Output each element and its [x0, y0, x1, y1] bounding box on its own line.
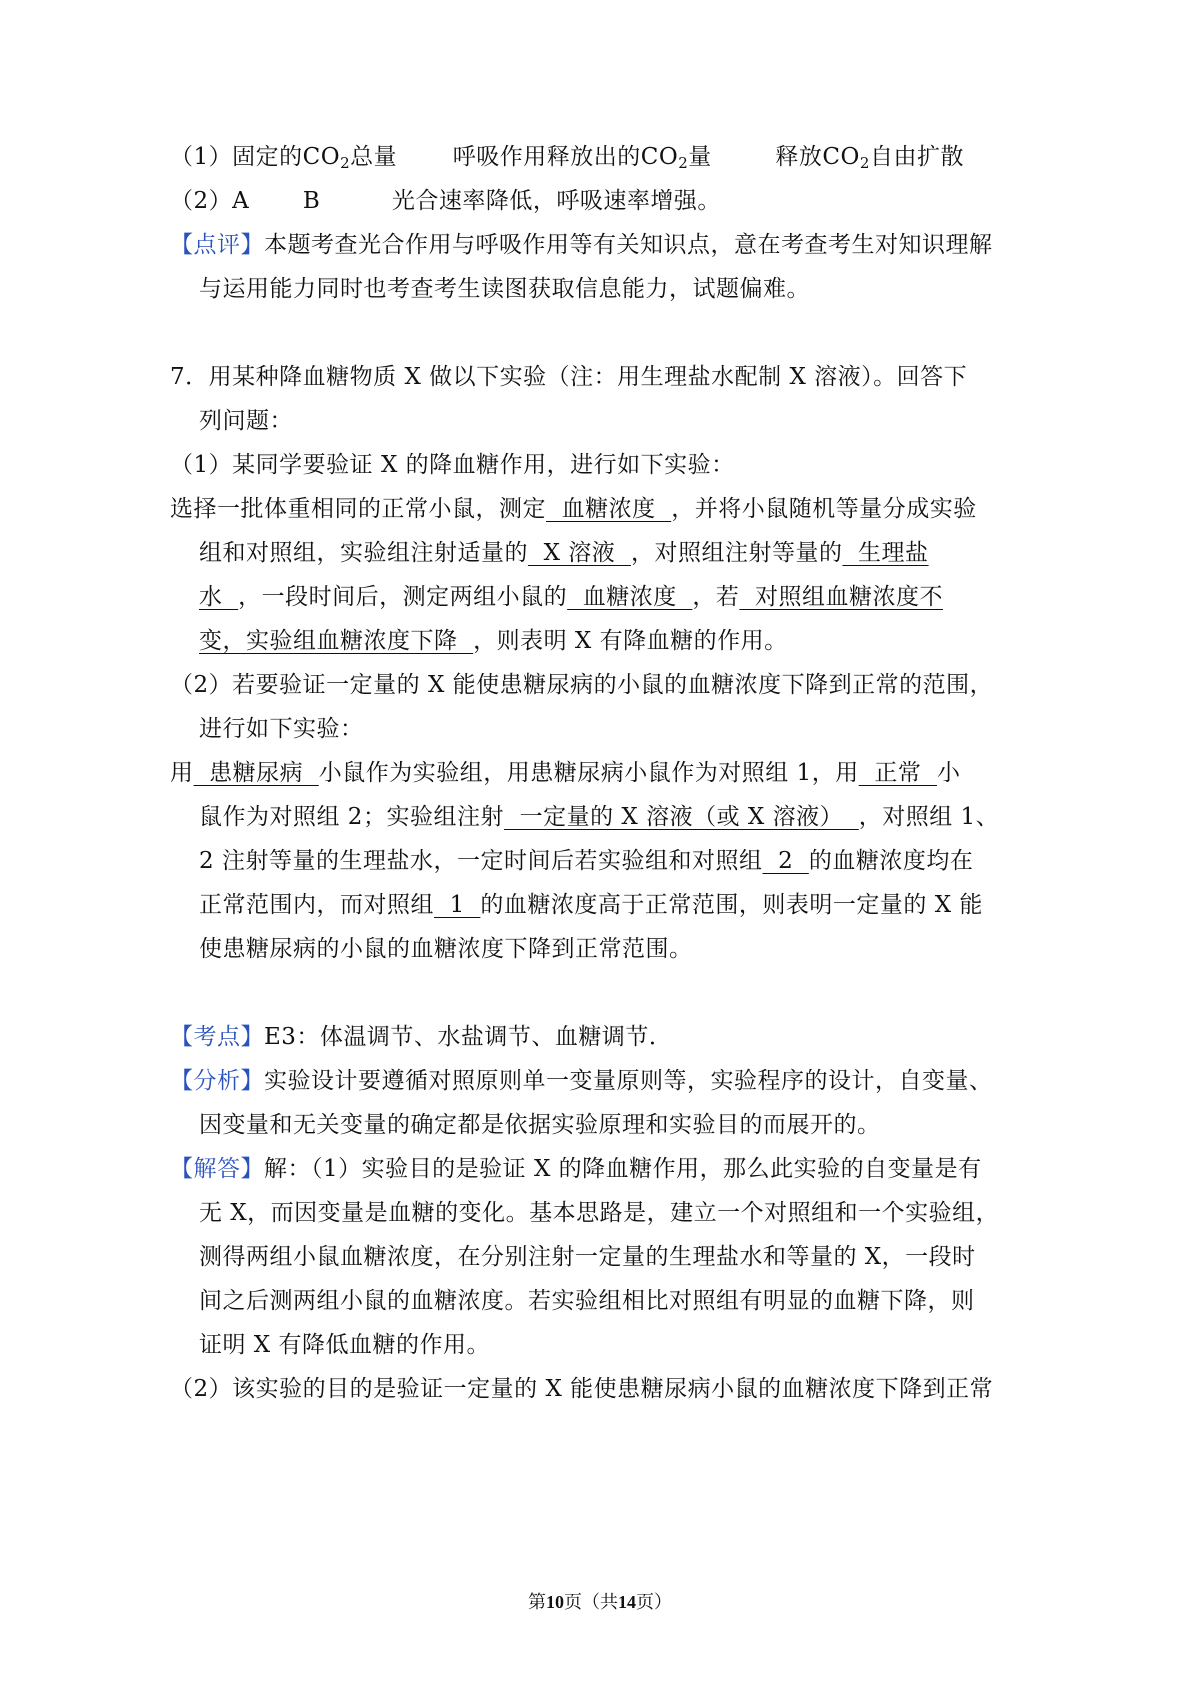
part-2-heading-line-2: 进行如下实验： — [199, 716, 364, 742]
part-1-line-3: 水 ，一段时间后，测定两组小鼠的 血糖浓度 ，若 对照组血糖浓度不 — [199, 584, 943, 610]
page-footer: 第10页（共14页） — [528, 1592, 672, 1613]
jieda-part-2-line: （2）该实验的目的是验证一定量的 X 能使患糖尿病小鼠的血糖浓度下降到正常 — [170, 1376, 994, 1402]
part-2-line-4: 正常范围内，而对照组 1 的血糖浓度高于正常范围，则表明一定量的 X 能 — [199, 892, 983, 918]
jieda-line-2: 无 X，而因变量是血糖的变化。基本思路是，建立一个对照组和一个实验组， — [199, 1200, 1000, 1226]
comment-line-2: 与运用能力同时也考查考生读图获取信息能力，试题偏难。 — [199, 276, 810, 302]
kaodian-tag: 【考点】 — [170, 1024, 264, 1050]
question-stem-line-2: 列问题： — [199, 408, 293, 434]
blank-answer: 血糖浓度 — [567, 584, 693, 610]
blank-answer: 1 — [434, 892, 481, 918]
kaodian-line: 【考点】E3：体温调节、水盐调节、血糖调节． — [170, 1024, 673, 1050]
jieda-line-4: 间之后测两组小鼠的血糖浓度。若实验组相比对照组有明显的血糖下降，则 — [199, 1288, 975, 1314]
blank-answer: X 溶液 — [528, 540, 631, 566]
blank-answer: 血糖浓度 — [546, 496, 672, 522]
comment-tag: 【点评】 — [170, 232, 264, 258]
jieda-tag: 【解答】 — [170, 1156, 264, 1182]
jieda-line-5: 证明 X 有降低血糖的作用。 — [199, 1332, 490, 1358]
question-stem-line-1: 7．用某种降血糖物质 X 做以下实验（注：用生理盐水配制 X 溶液）。回答下 — [170, 364, 968, 390]
part-2-line-2: 鼠作为对照组 2；实验组注射 一定量的 X 溶液（或 X 溶液） ，对照组 1、 — [199, 804, 1000, 830]
blank-answer: 正常 — [858, 760, 937, 786]
blank-answer: 变，实验组血糖浓度下降 — [199, 628, 474, 654]
fenxi-line-2: 因变量和无关变量的确定都是依据实验原理和实验目的而展开的。 — [199, 1112, 881, 1138]
blank-answer: 对照组血糖浓度不 — [739, 584, 943, 610]
blank-answer: 2 — [762, 848, 809, 874]
comment-line-1: 【点评】本题考查光合作用与呼吸作用等有关知识点，意在考查考生对知识理解 — [170, 232, 993, 258]
blank-answer: 生理盐 — [842, 540, 929, 566]
answer-2-line: （2）A B 光合速率降低，呼吸速率增强。 — [170, 188, 721, 214]
part-2-heading-line-1: （2）若要验证一定量的 X 能使患糖尿病的小鼠的血糖浓度下降到正常的范围， — [170, 672, 994, 698]
part-1-line-4: 变，实验组血糖浓度下降 ，则表明 X 有降血糖的作用。 — [199, 628, 788, 654]
jieda-line-3: 测得两组小鼠血糖浓度，在分别注射一定量的生理盐水和等量的 X，一段时 — [199, 1244, 976, 1270]
part-2-line-5: 使患糖尿病的小鼠的血糖浓度下降到正常范围。 — [199, 936, 693, 962]
blank-answer: 水 — [199, 584, 239, 610]
jieda-line-1: 【解答】解：（1）实验目的是验证 X 的降血糖作用，那么此实验的自变量是有 — [170, 1156, 982, 1182]
blank-answer: 患糖尿病 — [193, 760, 319, 786]
part-1-line-1: 选择一批体重相同的正常小鼠，测定 血糖浓度 ，并将小鼠随机等量分成实验 — [170, 496, 977, 522]
page-total: 14 — [618, 1592, 636, 1612]
fenxi-line-1: 【分析】实验设计要遵循对照原则单一变量原则等，实验程序的设计，自变量、 — [170, 1068, 993, 1094]
part-2-line-1: 用 患糖尿病 小鼠作为实验组，用患糖尿病小鼠作为对照组 1，用 正常 小 — [170, 760, 961, 786]
fenxi-tag: 【分析】 — [170, 1068, 264, 1094]
blank-answer: 一定量的 X 溶液（或 X 溶液） — [503, 804, 859, 830]
page-number: 10 — [546, 1592, 564, 1612]
part-1-line-2: 组和对照组，实验组注射适量的 X 溶液 ，对照组注射等量的 生理盐 — [199, 540, 929, 566]
answer-1-line: （1）固定的$CO_2$总量 呼吸作用释放出的$CO_2$量 释放$CO_2$自由扩散 — [170, 144, 964, 172]
part-1-heading: （1）某同学要验证 X 的降血糖作用，进行如下实验： — [170, 452, 735, 478]
part-2-line-3: 2 注射等量的生理盐水，一定时间后若实验组和对照组 2 的血糖浓度均在 — [199, 848, 974, 874]
